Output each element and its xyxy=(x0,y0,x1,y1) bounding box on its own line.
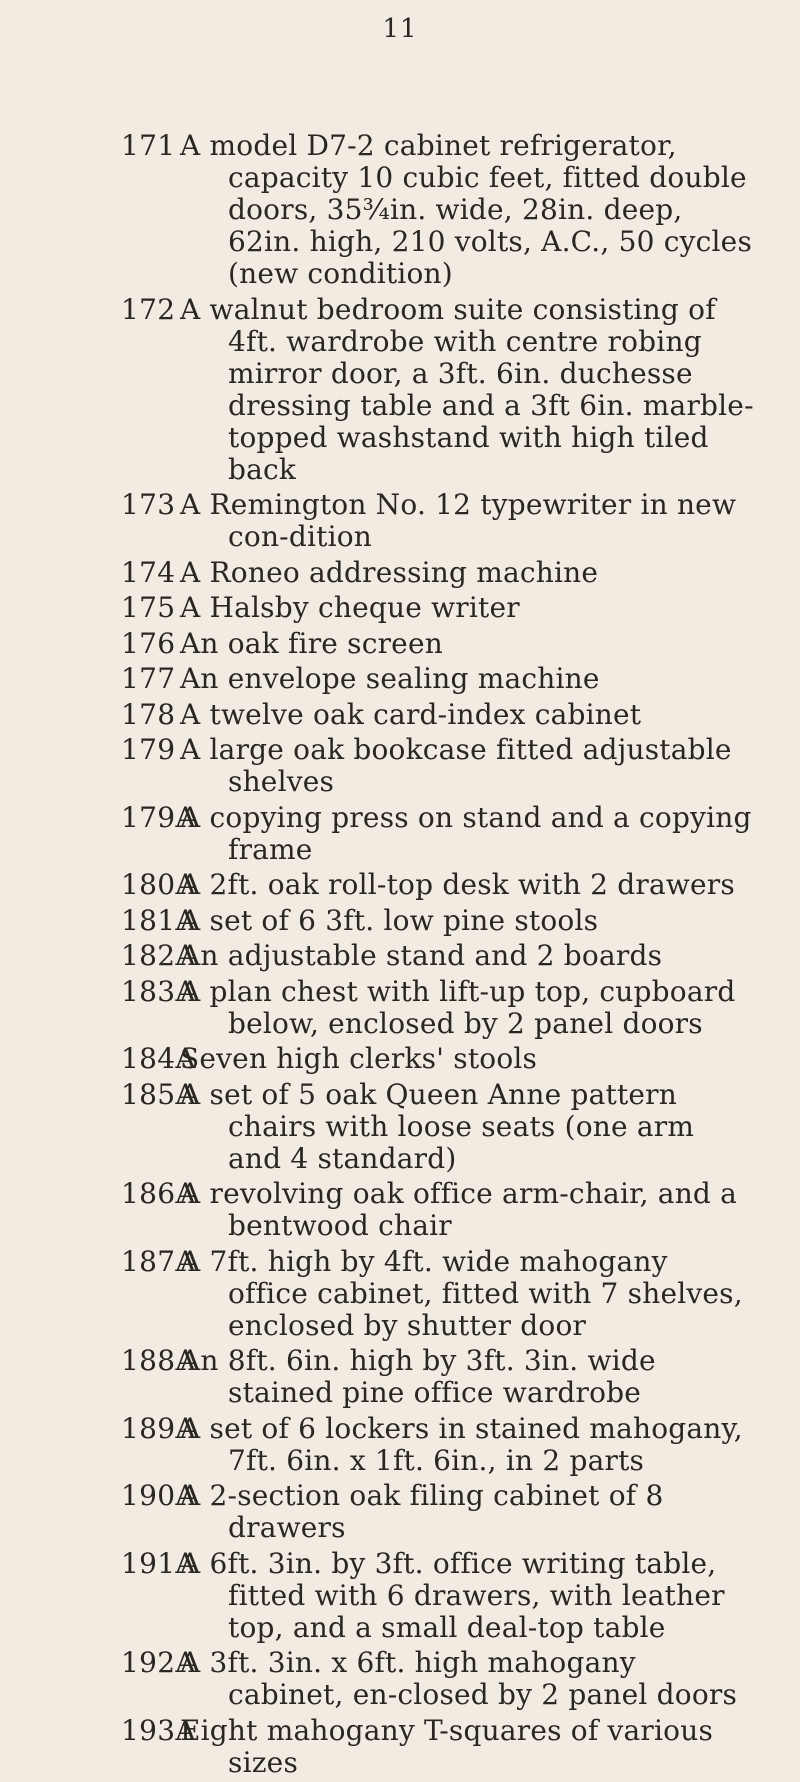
lot-description: A set of 6 lockers in stained mahogany, 7ft. 6in. x 1ft. 6in., in 2 parts xyxy=(180,1411,743,1477)
lot-description: A walnut bedroom suite consisting of 4ft. wardrobe with centre robing mirror door, a 3ft. 6in. duchesse dressing table and a 3ft 6in. marble-topped washstand with high tiled back xyxy=(180,292,754,486)
lot-item xyxy=(0,1079,800,1175)
lot-list xyxy=(0,130,800,1782)
lot-number: 180A xyxy=(121,868,196,901)
lot-number: 176 xyxy=(121,626,176,660)
lot-number: 184A xyxy=(121,1042,196,1075)
lot-description: An envelope sealing machine xyxy=(180,662,600,695)
lot-description: A 7ft. high by 4ft. wide mahogany office cabinet, fitted with 7 shelves, enclosed by shutter door xyxy=(180,1244,743,1342)
lot-number: 191A xyxy=(121,1546,196,1580)
page-number: 11 xyxy=(382,14,418,44)
lot-number: 193A xyxy=(121,1713,196,1747)
lot-number: 179A xyxy=(121,800,196,834)
lot-number: 171 xyxy=(121,129,176,162)
lot-description: A plan chest with lift-up top, cupboard below, enclosed by 2 panel doors xyxy=(180,974,736,1040)
lot-description: A Remington No. 12 typewriter in new con-dition xyxy=(180,488,737,553)
lot-item xyxy=(0,1647,800,1711)
lot-description: A revolving oak office arm-chair, and a bentwood chair xyxy=(180,1177,738,1242)
lot-item xyxy=(0,557,800,589)
lot-number: 175 xyxy=(121,591,176,624)
lot-item xyxy=(0,905,800,937)
lot-description: A 2ft. oak roll-top desk with 2 drawers xyxy=(180,868,735,901)
lot-description: A copying press on stand and a copying frame xyxy=(180,800,752,866)
lot-description: Eight mahogany T-squares of various sizes xyxy=(180,1713,714,1779)
lot-item xyxy=(0,663,800,695)
lot-item xyxy=(0,940,800,972)
lot-description: An 8ft. 6in. high by 3ft. 3in. wide stained pine office wardrobe xyxy=(180,1344,656,1409)
lot-number: 189A xyxy=(121,1411,196,1445)
lot-item xyxy=(0,976,800,1040)
lot-description: An oak fire screen xyxy=(180,626,443,660)
lot-number: 172 xyxy=(121,292,176,326)
lot-description: A Roneo addressing machine xyxy=(180,555,599,589)
lot-description: A large oak bookcase fitted adjustable shelves xyxy=(180,733,732,798)
lot-description: A set of 5 oak Queen Anne pattern chairs with loose seats (one arm and 4 standard) xyxy=(180,1077,695,1175)
lot-item xyxy=(0,592,800,624)
lot-description: A 2-section oak filing cabinet of 8 drawers xyxy=(180,1479,664,1544)
lot-number: 173 xyxy=(121,488,176,521)
lot-item xyxy=(0,802,800,866)
lot-description: A 6ft. 3in. by 3ft. office writing table, fitted with 6 drawers, with leather top, and a small deal-top table xyxy=(180,1546,725,1644)
lot-number: 182A xyxy=(121,939,196,972)
lot-number: 186A xyxy=(121,1177,196,1210)
lot-description: A twelve oak card-index cabinet xyxy=(180,697,642,731)
lot-item xyxy=(0,699,800,731)
lot-item xyxy=(0,1178,800,1242)
lot-number: 187A xyxy=(121,1244,196,1278)
lot-item xyxy=(0,734,800,798)
lot-item xyxy=(0,869,800,901)
lot-description: A Halsby cheque writer xyxy=(180,591,520,624)
lot-description: A model D7-2 cabinet refrigerator, capacity 10 cubic feet, fitted double doors, 35¾in. wide, 28in. deep, 62in. high, 210 volts, A.C., 50 cycles (new condition) xyxy=(180,129,753,290)
lot-number: 183A xyxy=(121,974,196,1008)
lot-item xyxy=(0,294,800,486)
lot-item xyxy=(0,1480,800,1544)
lot-item xyxy=(0,130,800,290)
lot-number: 179 xyxy=(121,733,176,766)
lot-item xyxy=(0,1345,800,1409)
lot-number: 188A xyxy=(121,1344,196,1377)
lot-description: A 3ft. 3in. x 6ft. high mahogany cabinet, en-closed by 2 panel doors xyxy=(180,1646,738,1711)
lot-description: A set of 6 3ft. low pine stools xyxy=(180,903,599,937)
lot-item xyxy=(0,1548,800,1644)
lot-description: Seven high clerks' stools xyxy=(180,1042,538,1075)
lot-item xyxy=(0,1413,800,1477)
lot-item xyxy=(0,1043,800,1075)
lot-number: 174 xyxy=(121,555,176,589)
lot-number: 177 xyxy=(121,662,176,695)
lot-number: 185A xyxy=(121,1077,196,1111)
lot-item xyxy=(0,628,800,660)
lot-item xyxy=(0,489,800,553)
lot-description: An adjustable stand and 2 boards xyxy=(180,939,663,972)
lot-item xyxy=(0,1715,800,1779)
lot-number: 178 xyxy=(121,697,176,731)
lot-item xyxy=(0,1246,800,1342)
lot-number: 181A xyxy=(121,903,196,937)
lot-number: 192A xyxy=(121,1646,196,1679)
lot-number: 190A xyxy=(121,1479,196,1512)
